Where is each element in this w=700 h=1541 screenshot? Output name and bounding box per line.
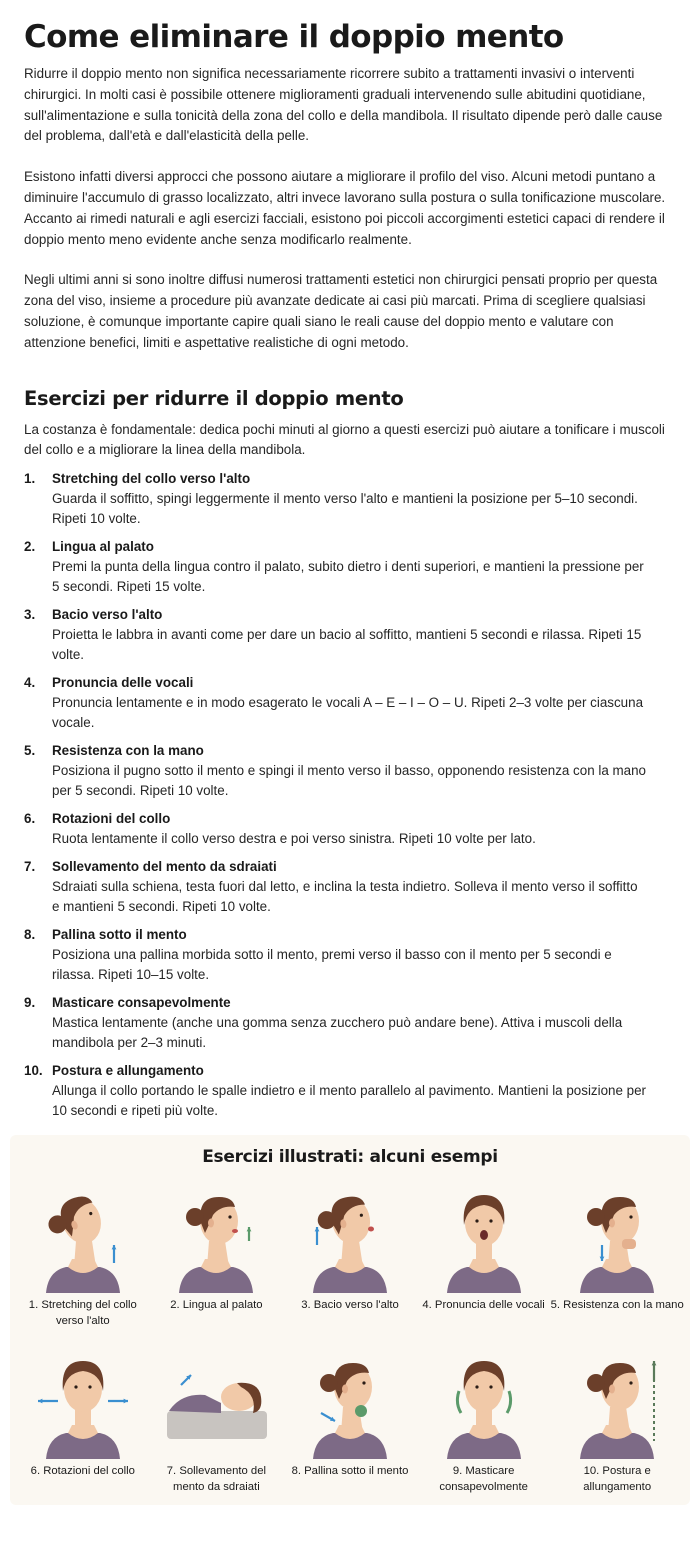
exercise-description: Ruota lentamente il collo verso destra e poi verso sinistra. Ripeti 10 volte per lato. (52, 830, 536, 846)
exercise-number: 6. (24, 810, 36, 826)
exercise-description: Posiziona una pallina morbida sotto il mento, premi verso il basso con il mento per 5 secondi e rilassa. Ripeti 10–15 volte. (52, 946, 612, 982)
profile-kiss-illustration (295, 1175, 405, 1293)
front-chew-illustration (429, 1341, 539, 1459)
hair-bun (587, 1208, 605, 1226)
head (186, 1197, 238, 1244)
illustrations-panel (10, 1135, 690, 1505)
hair-bun (186, 1208, 204, 1226)
page-title: Come eliminare il doppio mento (24, 19, 564, 55)
illustration-card (417, 1175, 551, 1329)
exercise-number: 9. (24, 994, 36, 1010)
exercise-title: Stretching del collo verso l'alto (52, 470, 251, 486)
arrow-head-icon (123, 1398, 127, 1403)
head (315, 1194, 373, 1248)
eye (88, 1385, 91, 1388)
exercise-title: Resistenza con la mano (52, 742, 204, 758)
exercise-number: 10. (24, 1062, 43, 1078)
ear (342, 1384, 348, 1393)
exercise-item (24, 809, 676, 849)
exercise-item (24, 993, 676, 1053)
eye (630, 1381, 633, 1384)
illustration-caption: 2. Lingua al palato (170, 1298, 263, 1311)
illustration-caption: 5. Resistenza con la mano (550, 1298, 684, 1311)
exercise-item (24, 857, 676, 917)
exercise-number: 5. (24, 742, 36, 758)
eye (74, 1385, 77, 1388)
front-vowel-illustration (429, 1175, 539, 1293)
exercise-item (24, 1061, 676, 1121)
eye (489, 1219, 492, 1222)
exercise-list (24, 469, 676, 1121)
ear (208, 1218, 214, 1227)
mouth (232, 1229, 238, 1233)
head (43, 1192, 107, 1253)
illustration-caption: 3. Bacio verso l'alto (301, 1298, 399, 1311)
exercise-title: Sollevamento del mento da sdraiati (52, 858, 277, 874)
exercise-item (24, 469, 676, 529)
eye (489, 1385, 492, 1388)
exercise-title: Lingua al palato (52, 538, 154, 554)
exercise-title: Bacio verso l'alto (52, 606, 163, 622)
eye (630, 1215, 633, 1218)
illustration-caption: 1. Stretching del collo verso l'alto (28, 1298, 137, 1327)
eye (229, 1215, 232, 1218)
intro-paragraph-3: Negli ultimi anni si sono inoltre diffusi numerosi trattamenti estetici non chirurgici pensati proprio per questa zona del viso, insieme a procedure più avanzate dedicate ai casi più marcati. Prima di scegliere qualsiasi soluzione, è comunque importante capire quali siano le reali cause del doppio mento e valutare con attenzione benefici, limiti e aspettative realistiche di ogni metodo. (24, 272, 658, 350)
illustration-card (150, 1341, 284, 1495)
jaw-arrow-icon (457, 1391, 461, 1413)
body (169, 1394, 221, 1412)
section-lead: La costanza è fondamentale: dedica pochi minuti al giorno a questi esercizi può aiutare a tonificare i muscoli del collo e a migliorare la linea della mandibola. (24, 421, 665, 458)
ball (355, 1405, 367, 1417)
exercise-item (24, 741, 676, 801)
exercise-description: Allunga il collo portando le spalle indietro e il mento parallelo al pavimento. Mantieni la posizione per 10 secondi e ripeti più volte. (52, 1082, 647, 1118)
illustration-caption: 9. Masticare consapevolmente (439, 1464, 528, 1493)
eye (475, 1219, 478, 1222)
exercise-description: Guarda il soffitto, spingi leggermente il mento verso l'alto e mantieni la posizione per 5–10 secondi. Ripeti 10 volte. (52, 490, 638, 526)
profile-posture-illustration (562, 1341, 672, 1459)
exercise-description: Proietta le labbra in avanti come per dare un bacio al soffitto, mantieni 5 secondi e rilassa. Ripeti 15 volte. (52, 626, 642, 662)
profile-tongue-illustration (161, 1175, 271, 1293)
illustrations-title: Esercizi illustrati: alcuni esempi (202, 1146, 498, 1167)
eye (475, 1385, 478, 1388)
exercise-number: 3. (24, 606, 36, 622)
neck (207, 1241, 229, 1267)
exercise-number: 4. (24, 674, 36, 690)
illustration-card (283, 1341, 417, 1495)
exercise-title: Pallina sotto il mento (52, 926, 187, 942)
exercise-title: Pronuncia delle vocali (52, 674, 194, 690)
illustration-card (417, 1341, 551, 1495)
exercise-description: Sdraiati sulla schiena, testa fuori dal letto, e inclina la testa indietro. Solleva il mento verso il soffitto e mantieni 5 secondi. Ripeti 10 volte. (52, 878, 638, 914)
exercise-description: Pronuncia lentamente e in modo esagerato le vocali A – E – I – O – U. Ripeti 2–3 volte per ciascuna vocale. (52, 694, 644, 730)
fist (622, 1239, 636, 1249)
exercise-number: 2. (24, 538, 36, 554)
head (587, 1363, 639, 1410)
illustration-card (550, 1341, 684, 1495)
exercise-item (24, 537, 676, 597)
exercise-number: 8. (24, 926, 36, 942)
head (587, 1197, 639, 1244)
front-rotate-illustration (28, 1341, 138, 1459)
profile-up-illustration (28, 1175, 138, 1293)
illustrations-grid (10, 1175, 690, 1495)
hair-bun (587, 1374, 605, 1392)
exercise-item (24, 605, 676, 665)
arrow-head-icon (247, 1227, 252, 1231)
exercise-description: Premi la punta della lingua contro il palato, subito dietro i denti superiori, e mantieni la pressione per 5 secondi. Ripeti 15 volte. (52, 558, 644, 594)
head (320, 1363, 372, 1410)
exercise-title: Postura e allungamento (52, 1062, 204, 1078)
neck (608, 1407, 630, 1433)
illustration-caption: 10. Postura e allungamento (583, 1464, 652, 1493)
arrow-head-icon (600, 1256, 605, 1260)
illustration-card (16, 1175, 150, 1329)
arrow-head-icon (38, 1398, 42, 1403)
exercise-number: 1. (24, 470, 36, 486)
ear (609, 1384, 615, 1393)
illustration-caption: 6. Rotazioni del collo (30, 1464, 135, 1477)
neck (341, 1241, 363, 1267)
exercise-item (24, 925, 676, 985)
illustration-card (550, 1175, 684, 1329)
profile-fist-illustration (562, 1175, 672, 1293)
intro-paragraph-1: Ridurre il doppio mento non significa necessariamente ricorrere subito a trattamenti invasivi o interventi chirurgici. In molti casi è possibile ottenere miglioramenti graduali intervenendo sulle abitudini quotidiane, sull'alimentazione e sulla tonicità della zona del collo e della mandibola. Il risultato dipende però dalle cause del problema, dall'età e dall'elasticità della pelle. (24, 66, 663, 144)
exercise-description: Posiziona il pugno sotto il mento e spingi il mento verso il basso, opponendo resistenza con la mano per 5 secondi. Ripeti 10 volte. (52, 762, 647, 798)
illustration-caption: 4. Pronuncia delle vocali (422, 1298, 545, 1311)
intro-paragraph-2: Esistono infatti diversi approcci che possono aiutare a migliorare il profilo del viso. Alcuni metodi puntano a diminuire l'accumulo di grasso localizzato, altri invece lavorano sulla postura o sulla tonificazione muscolare. Accanto ai rimedi naturali e agli esercizi facciali, esistono poi piccoli accorgimenti estetici capaci di rendere il doppio mento meno evidente anche senza modificarlo realmente. (24, 169, 666, 247)
lying-illustration (161, 1341, 271, 1459)
arrow-head-icon (315, 1227, 320, 1231)
arrow-head-icon (652, 1361, 657, 1365)
exercise-item (24, 673, 676, 733)
open-mouth (480, 1230, 488, 1240)
illustration-card (16, 1341, 150, 1495)
exercise-number: 7. (24, 858, 36, 874)
neck (74, 1241, 96, 1267)
profile-ball-illustration (295, 1341, 405, 1459)
bed (167, 1411, 267, 1439)
section-title: Esercizi per ridurre il doppio mento (24, 386, 404, 410)
exercise-description: Mastica lentamente (anche una gomma senza zucchero può andare bene). Attiva i muscoli della mandibola per 2–3 minuti. (52, 1014, 623, 1050)
exercise-title: Rotazioni del collo (52, 810, 171, 826)
hair-bun (320, 1374, 338, 1392)
lips (368, 1226, 374, 1231)
illustration-caption: 7. Sollevamento del mento da sdraiati (166, 1464, 266, 1493)
eye (362, 1381, 365, 1384)
ear (609, 1218, 615, 1227)
illustration-card (283, 1175, 417, 1329)
illustration-caption: 8. Pallina sotto il mento (291, 1464, 409, 1477)
arrow-head-icon (111, 1245, 116, 1249)
illustration-card (150, 1175, 284, 1329)
exercise-title: Masticare consapevolmente (52, 994, 231, 1010)
jaw-arrow-icon (507, 1391, 511, 1413)
